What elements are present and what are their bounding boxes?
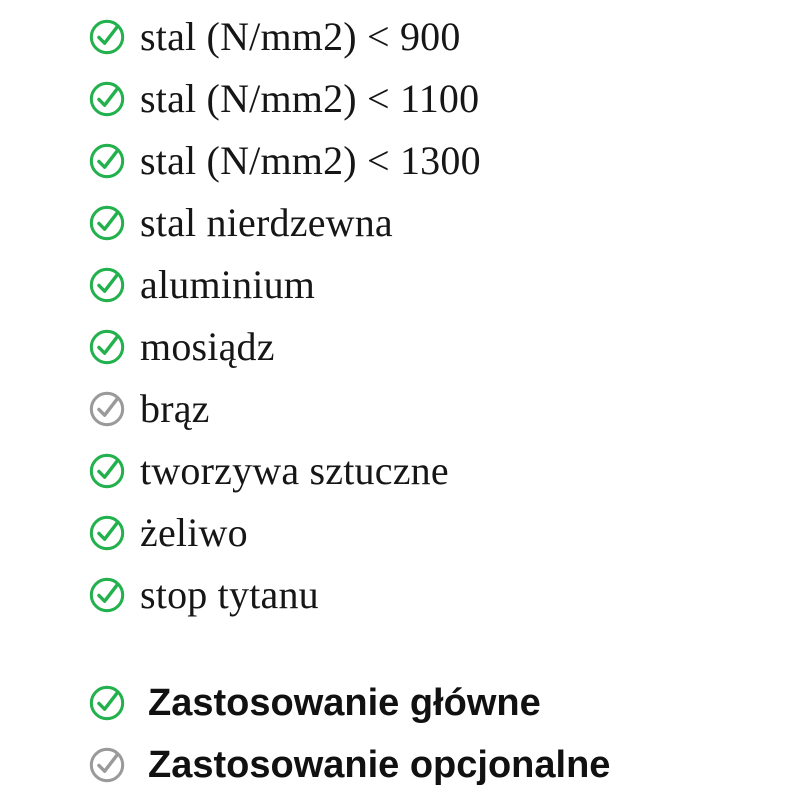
check-circle-icon [88,328,126,366]
list-item [88,254,800,316]
material-label: mosiądz [140,324,275,369]
list-item [88,68,800,130]
material-list [0,6,800,626]
list-item [88,564,800,626]
check-circle-icon [88,514,126,552]
check-circle-icon [88,80,126,118]
list-item [88,502,800,564]
material-label: stal nierdzewna [140,200,393,245]
check-circle-icon [88,452,126,490]
check-circle-icon [88,18,126,56]
legend-label: Zastosowanie opcjonalne [148,744,611,786]
list-item [88,378,800,440]
material-label: stal (N/mm2) < 1100 [140,76,480,121]
list-item [88,6,800,68]
list-item [88,440,800,502]
legend-section [0,672,800,796]
list-item [88,130,800,192]
material-label: żeliwo [140,510,248,555]
material-label: tworzywa sztuczne [140,448,449,493]
material-label: brąz [140,386,210,431]
material-label: stal (N/mm2) < 900 [140,14,461,59]
list-item [88,192,800,254]
material-label: aluminium [140,262,316,307]
check-circle-icon [88,142,126,180]
list-item [88,316,800,378]
legend-row [88,672,800,734]
check-circle-icon [88,390,126,428]
legend-label: Zastosowanie główne [148,682,541,724]
check-circle-icon [88,684,126,722]
material-label: stop tytanu [140,572,319,617]
legend-row [88,734,800,796]
check-circle-icon [88,266,126,304]
check-circle-icon [88,576,126,614]
material-label: stal (N/mm2) < 1300 [140,138,481,183]
check-circle-icon [88,204,126,242]
check-circle-icon [88,746,126,784]
